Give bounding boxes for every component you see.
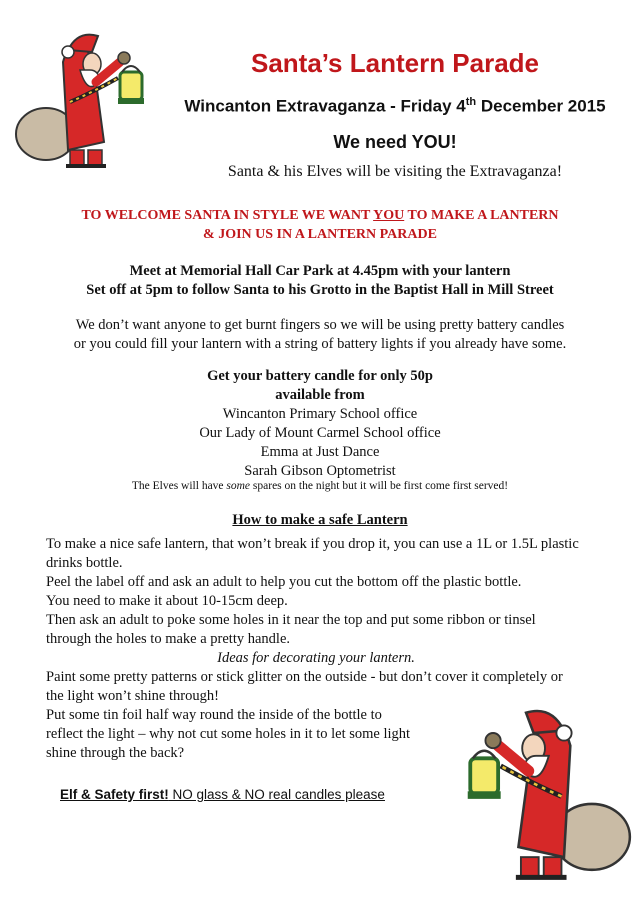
candle-availability: Get your battery candle for only 50p available from Wincanton Primary School office Our Lady of Mount Carmel School office Emma at Just Dance Sarah Gibson Optometrist — [0, 367, 640, 481]
location-item: Wincanton Primary School office — [222, 406, 418, 422]
visiting-text: Santa & his Elves will be visiting the Extravaganza! — [227, 163, 563, 180]
lantern-instructions: To make a nice safe lantern, that won’t break if you drop it, you can use a 1L or 1.5L plastic drinks bottle. Peel the label off and ask an adult to help you cut the bottom off the plastic bottle. You need to make it about 10-15cm deep. Then ask an adult to poke some holes in it near the top and put some ribbon or tinsel through the holes to make a pretty handle. Ideas for decorating your lantern. Paint some pretty patterns or stick glitter on the outside - but don’t cover it completely or the light won’t shine through! Put some tin foil half way round the inside of the bottle to reflect the light – why not cut some holes in it to let some light shine through the back? — [46, 535, 626, 763]
santa-lantern-illustration-top — [8, 22, 158, 172]
battery-candle-note: We don’t want anyone to get burnt fingers so we will be using pretty battery candles or you could fill your lantern with a string of battery lights if you already have some. — [73, 317, 567, 352]
welcome-callout: TO WELCOME SANTA IN STYLE WE WANT YOU TO MAKE A LANTERN & JOIN US IN A LANTERN PARADE — [81, 208, 559, 242]
ideas-heading: Ideas for decorating your lantern. — [217, 650, 415, 666]
location-item: Our Lady of Mount Carmel School office — [199, 425, 441, 441]
page-title: Santa’s Lantern Parade — [250, 48, 540, 78]
location-item: Sarah Gibson Optometrist — [244, 463, 396, 479]
santa-lantern-illustration-bottom — [450, 690, 640, 890]
need-you-heading: We need YOU! — [333, 132, 457, 152]
event-subtitle: Wincanton Extravaganza - Friday 4th December 2015 — [184, 96, 606, 116]
meeting-info: Meet at Memorial Hall Car Park at 4.45pm with your lantern Set off at 5pm to follow Santa to his Grotto in the Baptist Hall in Mill Street — [86, 263, 554, 298]
safety-note: Elf & Safety first! NO glass & NO real candles please — [60, 787, 385, 802]
spares-note: The Elves will have some spares on the night but it will be first come first served! — [131, 480, 509, 492]
howto-heading: How to make a safe Lantern — [232, 512, 408, 528]
location-item: Emma at Just Dance — [260, 444, 380, 460]
